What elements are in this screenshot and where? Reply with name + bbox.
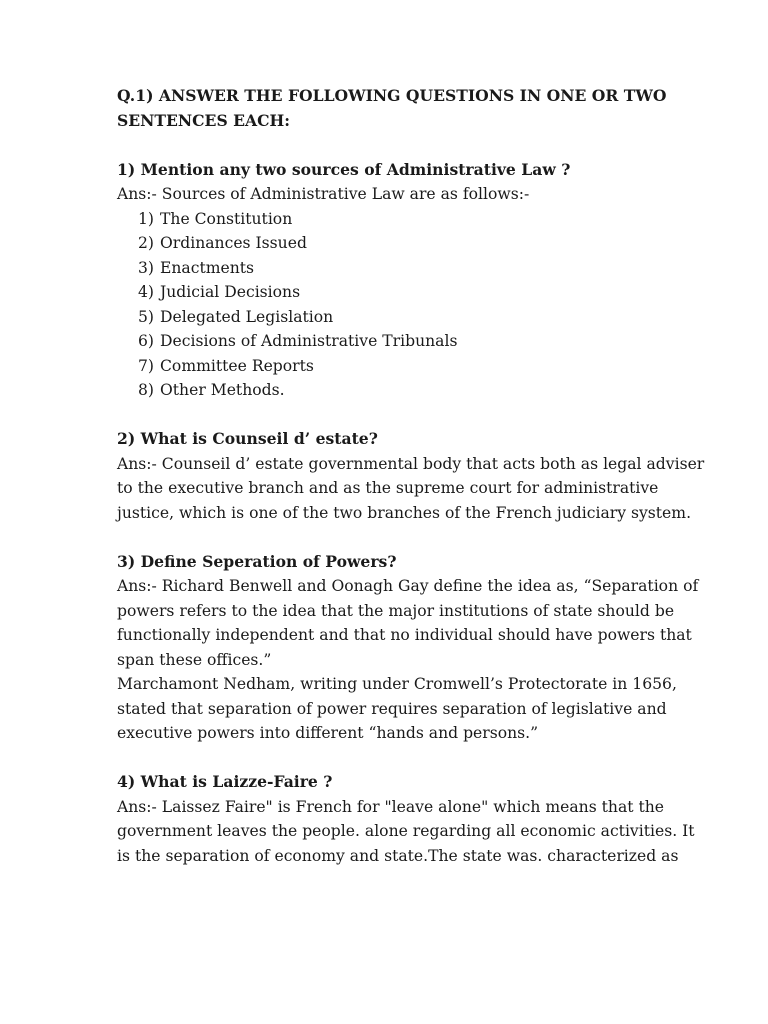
list-item-text: Ordinances Issued (160, 234, 307, 252)
question-2-answer: Ans:- Counseil d’ estate governmental body that acts both as legal adviser to the executive branch and as the supreme court for administrative justice, which is one of the two branches of the French judiciary system. (117, 454, 705, 522)
list-item-number: 8) (138, 381, 155, 399)
list-item (138, 354, 708, 379)
list-item-text: Decisions of Administrative Tribunals (160, 332, 458, 350)
spacer (117, 746, 708, 771)
question-4-answer: Ans:- Laissez Faire" is French for "leave alone" which means that the government leaves the people. alone regarding all economic activities. It is the separation of economy and state.The state was. characterized as (117, 797, 695, 865)
list-item (138, 305, 708, 330)
list-item-number: 6) (138, 332, 155, 350)
question-2-title: 2) What is Counseil d’ estate? (117, 429, 378, 448)
spacer (117, 403, 708, 428)
question-1-title: 1) Mention any two sources of Administrative Law ? (117, 159, 571, 179)
list-item-text: The Constitution (160, 209, 293, 228)
list-item-text: Other Methods. (160, 381, 285, 399)
list-item (138, 329, 708, 354)
spacer (117, 525, 708, 550)
question-3-title: 3) Define Seperation of Powers? (117, 551, 397, 571)
section-heading: Q.1) ANSWER THE FOLLOWING QUESTIONS IN ONE OR TWO SENTENCES EACH: (117, 86, 667, 130)
list-item-text: Enactments (160, 258, 255, 277)
list-item (138, 378, 708, 403)
list-item-number: 5) (138, 307, 155, 326)
list-item (138, 280, 708, 305)
sources-list (117, 207, 708, 403)
list-item-number: 1) (138, 209, 155, 228)
list-item-number: 4) (138, 283, 155, 301)
question-3-answer-paragraph-1: Ans:- Richard Benwell and Oonagh Gay define the idea as, “Separation of powers refers to the idea that the major institutions of state should be functionally independent and that no individual should have powers that span these offices.” (117, 577, 699, 669)
list-item-number: 3) (138, 258, 155, 277)
list-item (138, 231, 708, 256)
question-3-answer-paragraph-2: Marchamont Nedham, writing under Cromwell’s Protectorate in 1656, stated that separation of power requires separation of legislative and executive powers into different “hands and persons.” (117, 675, 677, 742)
question-4-title: 4) What is Laizze-Faire ? (117, 772, 333, 791)
list-item-text: Delegated Legislation (160, 307, 334, 326)
list-item (138, 256, 708, 281)
list-item-text: Judicial Decisions (160, 283, 301, 301)
question-1-answer-intro: Ans:- Sources of Administrative Law are as follows:- (117, 185, 530, 203)
list-item-text: Committee Reports (160, 356, 314, 375)
spacer (117, 133, 708, 158)
list-item-number: 7) (138, 356, 155, 375)
list-item-number: 2) (138, 234, 155, 252)
list-item (138, 207, 708, 232)
